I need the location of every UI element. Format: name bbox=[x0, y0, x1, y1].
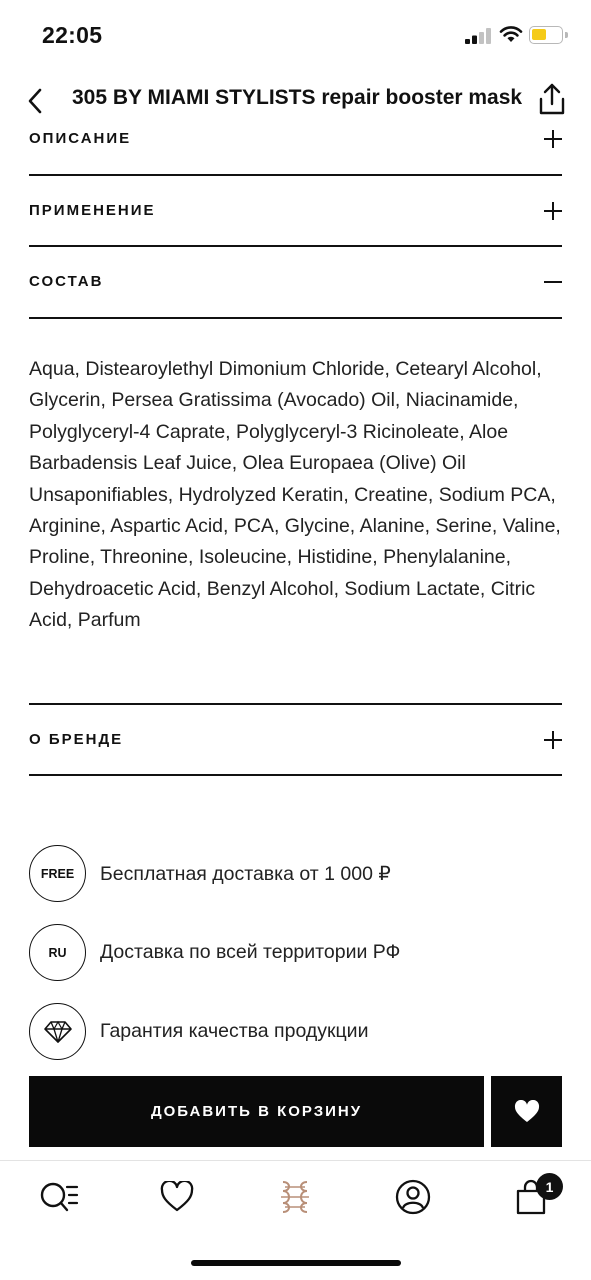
home-indicator[interactable] bbox=[191, 1260, 401, 1266]
plus-icon[interactable] bbox=[544, 202, 562, 220]
plus-icon[interactable] bbox=[544, 130, 562, 148]
ru-badge-icon: RU bbox=[29, 924, 86, 981]
status-bar bbox=[0, 0, 591, 72]
favorite-button[interactable] bbox=[491, 1076, 562, 1147]
share-icon[interactable] bbox=[536, 82, 568, 116]
feature-text: Гарантия качества продукции bbox=[100, 1020, 369, 1042]
section-description-title: ОПИСАНИЕ bbox=[29, 130, 132, 147]
feature-russia-delivery bbox=[29, 924, 562, 982]
chevron-left-icon[interactable] bbox=[24, 86, 48, 116]
profile-icon[interactable] bbox=[393, 1177, 433, 1217]
diamond-icon bbox=[29, 1003, 86, 1060]
add-to-cart-button[interactable]: ДОБАВИТЬ В КОРЗИНУ bbox=[29, 1076, 484, 1147]
feature-text: Бесплатная доставка от 1 000 ₽ bbox=[100, 863, 391, 885]
battery-level bbox=[532, 29, 546, 40]
wifi-icon bbox=[499, 25, 523, 43]
plus-icon[interactable] bbox=[544, 731, 562, 749]
section-brand[interactable] bbox=[29, 729, 562, 753]
free-badge-icon: FREE bbox=[29, 845, 86, 902]
divider bbox=[29, 245, 562, 247]
feature-text: Доставка по всей территории РФ bbox=[100, 941, 401, 963]
section-description[interactable] bbox=[29, 128, 562, 152]
favorites-icon[interactable] bbox=[157, 1177, 197, 1217]
catalog-search-icon[interactable] bbox=[39, 1177, 79, 1217]
section-usage-title: ПРИМЕНЕНИЕ bbox=[29, 202, 156, 219]
home-logo-icon[interactable] bbox=[275, 1177, 315, 1217]
composition-text: Aqua, Distearoylethyl Dimonium Chloride, Cetearyl Alcohol, Glycerin, Persea Gratissima (Avocado) Oil, Niacinamide, Polyglyceryl-4 Caprate, Polyglyceryl-3 Ricinoleate, Aloe Barbadensis Leaf Juice, Olea Europaea (Olive) Oil Unsaponifiables, Hydrolyzed Keratin, Creatine, Sodium PCA, Arginine, Aspartic Acid, PCA, Glycine, Alanine, Serine, Valine, Proline, Threonine, Isoleucine, Histidine, Phenylalanine, Dehydroacetic Acid, Benzyl Alcohol, Sodium Lactate, Citric Acid, Parfum bbox=[29, 358, 561, 632]
section-composition-title: СОСТАВ bbox=[29, 273, 104, 290]
page-header bbox=[0, 72, 591, 128]
divider bbox=[29, 774, 562, 776]
section-brand-title: О БРЕНДЕ bbox=[29, 731, 124, 748]
cellular-signal-icon bbox=[465, 28, 493, 44]
section-usage[interactable] bbox=[29, 200, 562, 224]
page-title: 305 BY MIAMI STYLISTS repair booster mask bbox=[72, 86, 523, 109]
feature-quality-guarantee bbox=[29, 1003, 562, 1061]
divider bbox=[29, 174, 562, 176]
heart-icon bbox=[514, 1100, 540, 1124]
status-time: 22:05 bbox=[42, 22, 103, 48]
divider bbox=[29, 703, 562, 705]
divider bbox=[29, 317, 562, 319]
cart-count-badge: 1 bbox=[536, 1173, 563, 1200]
battery-tip bbox=[565, 32, 568, 38]
feature-free-delivery bbox=[29, 845, 562, 903]
battery-icon bbox=[529, 26, 563, 44]
minus-icon[interactable] bbox=[544, 273, 562, 291]
section-composition[interactable] bbox=[29, 271, 562, 295]
